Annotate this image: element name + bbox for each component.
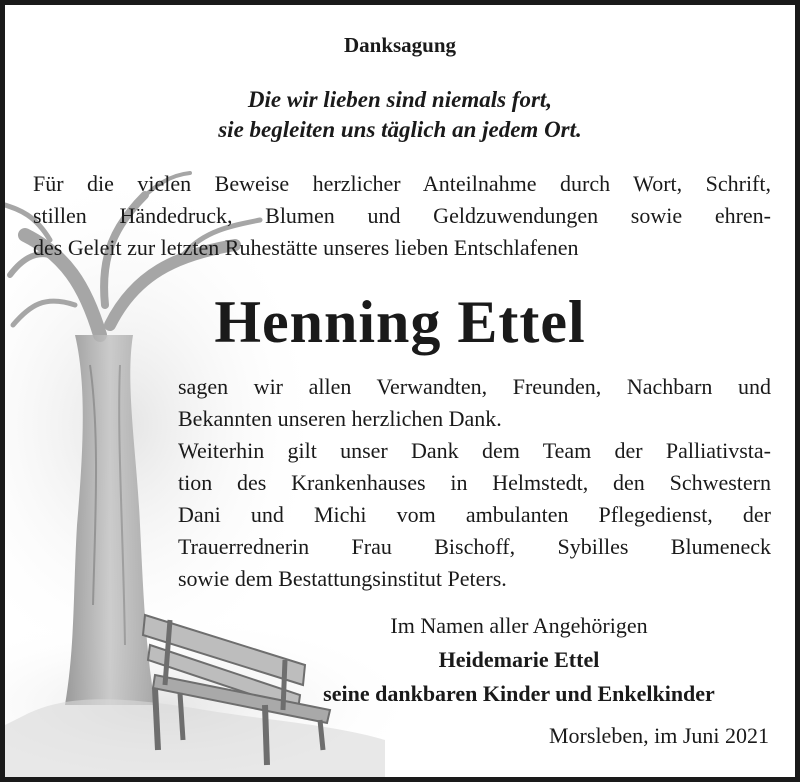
body-line: Weiterhin gilt unser Dank dem Team der Palliativsta- [178, 438, 771, 463]
intro-line: stillen Händedruck, Blumen und Geldzuwendungen sowie ehren- [33, 203, 771, 228]
body-line: tion des Krankenhauses in Helmstedt, den Schwestern [178, 470, 771, 495]
intro-line: des Geleit zur letzten Ruhestätte unseres lieben Entschlafenen [33, 235, 579, 260]
signature-name: Heidemarie Ettel [438, 647, 600, 672]
body-line: sowie dem Bestattungsinstitut Peters. [178, 566, 507, 591]
signature-family: seine dankbaren Kinder und Enkelkinder [323, 681, 715, 706]
motto-line: sie begleiten uns täglich an jedem Ort. [218, 117, 582, 142]
intro-paragraph [33, 168, 771, 264]
motto [5, 85, 795, 145]
deceased-name: Henning Ettel [214, 289, 586, 355]
body-line: Bekannten unseren herzlichen Dank. [178, 406, 502, 431]
heading-danksagung: Danksagung [343, 33, 457, 57]
motto-line: Die wir lieben sind niemals fort, [247, 87, 553, 112]
signature-block [267, 609, 771, 711]
signature-intro: Im Namen aller Angehörigen [390, 613, 648, 638]
place-date: Morsleben, im Juni 2021 [549, 723, 769, 748]
body-line: Dani und Michi vom ambulanten Pflegedienst, der [178, 502, 771, 527]
body-line: Trauerrednerin Frau Bischoff, Sybilles Blumeneck [178, 534, 771, 559]
thanks-paragraph [178, 371, 771, 595]
intro-line: Für die vielen Beweise herzlicher Anteilnahme durch Wort, Schrift, [33, 171, 771, 196]
body-line: sagen wir allen Verwandten, Freunden, Nachbarn und [178, 374, 771, 399]
